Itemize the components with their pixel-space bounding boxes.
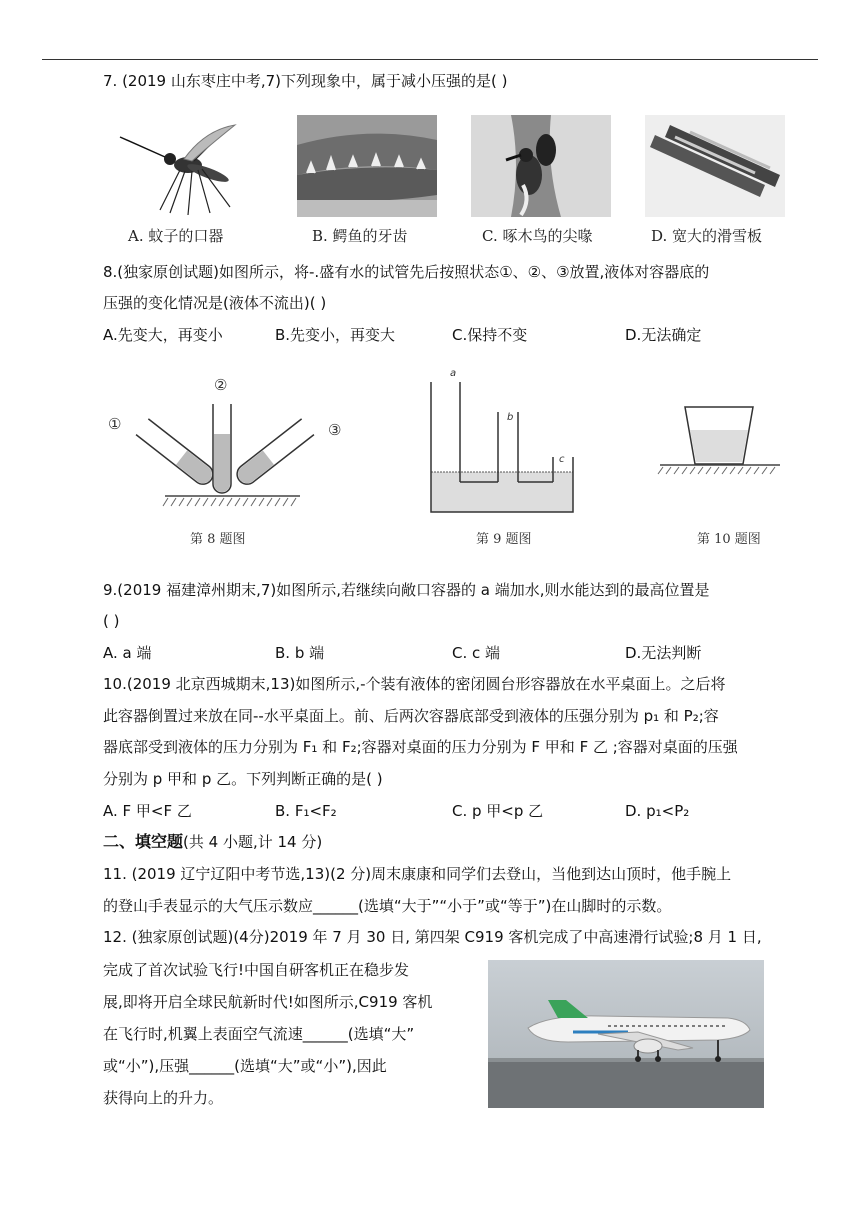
figure-10 xyxy=(655,402,785,482)
caption-b: B. 鳄鱼的牙齿 xyxy=(312,227,408,245)
section-2-note: (共 4 小题,计 14 分) xyxy=(183,833,323,851)
q9-line1: 9.(2019 福建漳州期末,7)如图所示,若继续向敞口容器的 a 端加水,则水能达到的最高位置是 xyxy=(103,581,710,599)
q10-line1: 10.(2019 北京西城期末,13)如图所示,-个装有液体的密闭圆台形容器放在水平桌面上。之后将 xyxy=(103,675,726,693)
fig8-label-1: ① xyxy=(108,415,122,433)
q9-option-a: A. a 端 xyxy=(103,644,152,662)
q9-option-d: D.无法判断 xyxy=(625,644,702,662)
q10-option-a: A. F 甲<F 乙 xyxy=(103,802,192,820)
q10-line2: 此容器倒置过来放在同--水平桌面上。前、后两次容器底部受到液体的压强分别为 p₁ 和 P₂;容 xyxy=(103,707,719,725)
q8-option-a: A.先变大，再变小 xyxy=(103,326,223,344)
caption-c: C. 啄木鸟的尖喙 xyxy=(482,227,593,245)
q10-option-c: C. p 甲<p 乙 xyxy=(452,802,544,820)
q12-line4: 在飞行时,机翼上表面空气流速______(选填“大” xyxy=(103,1025,415,1043)
fig9-label-c: c xyxy=(559,454,565,465)
q8-line2: 压强的变化情况是(液体不流出)( ) xyxy=(103,294,327,312)
photo-c919-aircraft xyxy=(488,960,764,1108)
photo-skis xyxy=(645,115,785,217)
fig8-caption: 第 8 题图 xyxy=(190,532,246,547)
fig9-label-a: a xyxy=(450,368,457,379)
q12-line2: 完成了首次试验飞行!中国自研客机正在稳步发 xyxy=(103,961,410,979)
q10-line3: 器底部受到液体的压力分别为 F₁ 和 F₂;容器对桌面的压力分别为 F 甲和 F 乙 ;容器对桌面的压强 xyxy=(103,738,738,756)
header-rule xyxy=(42,59,818,60)
q8-option-b: B.先变小，再变大 xyxy=(275,326,396,344)
q7-stem: 7. (2019 山东枣庄中考,7)下列现象中，属于减小压强的是( ) xyxy=(103,72,508,90)
photo-crocodile-teeth xyxy=(297,115,437,217)
section-2-title: 二、填空题 xyxy=(103,832,184,851)
q11-line1: 11. (2019 辽宁辽阳中考节选,13)(2 分)周末康康和同学们去登山，当他到达山顶时，他手腕上 xyxy=(103,865,732,883)
fig9-caption: 第 9 题图 xyxy=(476,532,532,547)
figure-9 xyxy=(420,362,580,522)
q10-option-b: B. F₁<F₂ xyxy=(275,802,337,820)
q8-option-c: C.保持不变 xyxy=(452,326,528,344)
fig9-label-b: b xyxy=(507,412,514,423)
q12-line6: 获得向上的升力。 xyxy=(103,1089,224,1107)
figure-8 xyxy=(100,372,360,512)
q12-line1: 12. (独家原创试题)(4分)2019 年 7 月 30 日, 第四架 C919 客机完成了中高速滑行试验;8 月 1 日, xyxy=(103,928,762,946)
q12-line3: 展,即将开启全球民航新时代!如图所示,C919 客机 xyxy=(103,993,433,1011)
q11-line2: 的登山手表显示的大气压示数应______(选填“大于”“小于”或“等于”)在山脚时的示数。 xyxy=(103,897,672,915)
fig8-label-2: ② xyxy=(214,376,228,394)
photo-woodpecker xyxy=(471,115,611,217)
fig10-caption: 第 10 题图 xyxy=(697,532,761,547)
q10-line4: 分别为 p 甲和 p 乙。下列判断正确的是( ) xyxy=(103,770,383,788)
fig8-label-3: ③ xyxy=(328,421,342,439)
q12-line5: 或“小”),压强______(选填“大”或“小”),因此 xyxy=(103,1057,387,1075)
caption-a: A. 蚊子的口器 xyxy=(128,227,224,245)
q8-option-d: D.无法确定 xyxy=(625,326,702,344)
q9-option-c: C. c 端 xyxy=(452,644,501,662)
caption-d: D. 宽大的滑雪板 xyxy=(651,227,763,245)
q10-option-d: D. p₁<P₂ xyxy=(625,802,690,820)
q9-option-b: B. b 端 xyxy=(275,644,325,662)
photo-mosquito xyxy=(110,115,250,217)
q9-line2: ( ) xyxy=(103,612,120,630)
section-2-heading xyxy=(103,832,322,852)
q8-line1: 8.(独家原创试题)如图所示，将-.盛有水的试管先后按照状态①、②、③放置,液体对容器底的 xyxy=(103,263,710,281)
